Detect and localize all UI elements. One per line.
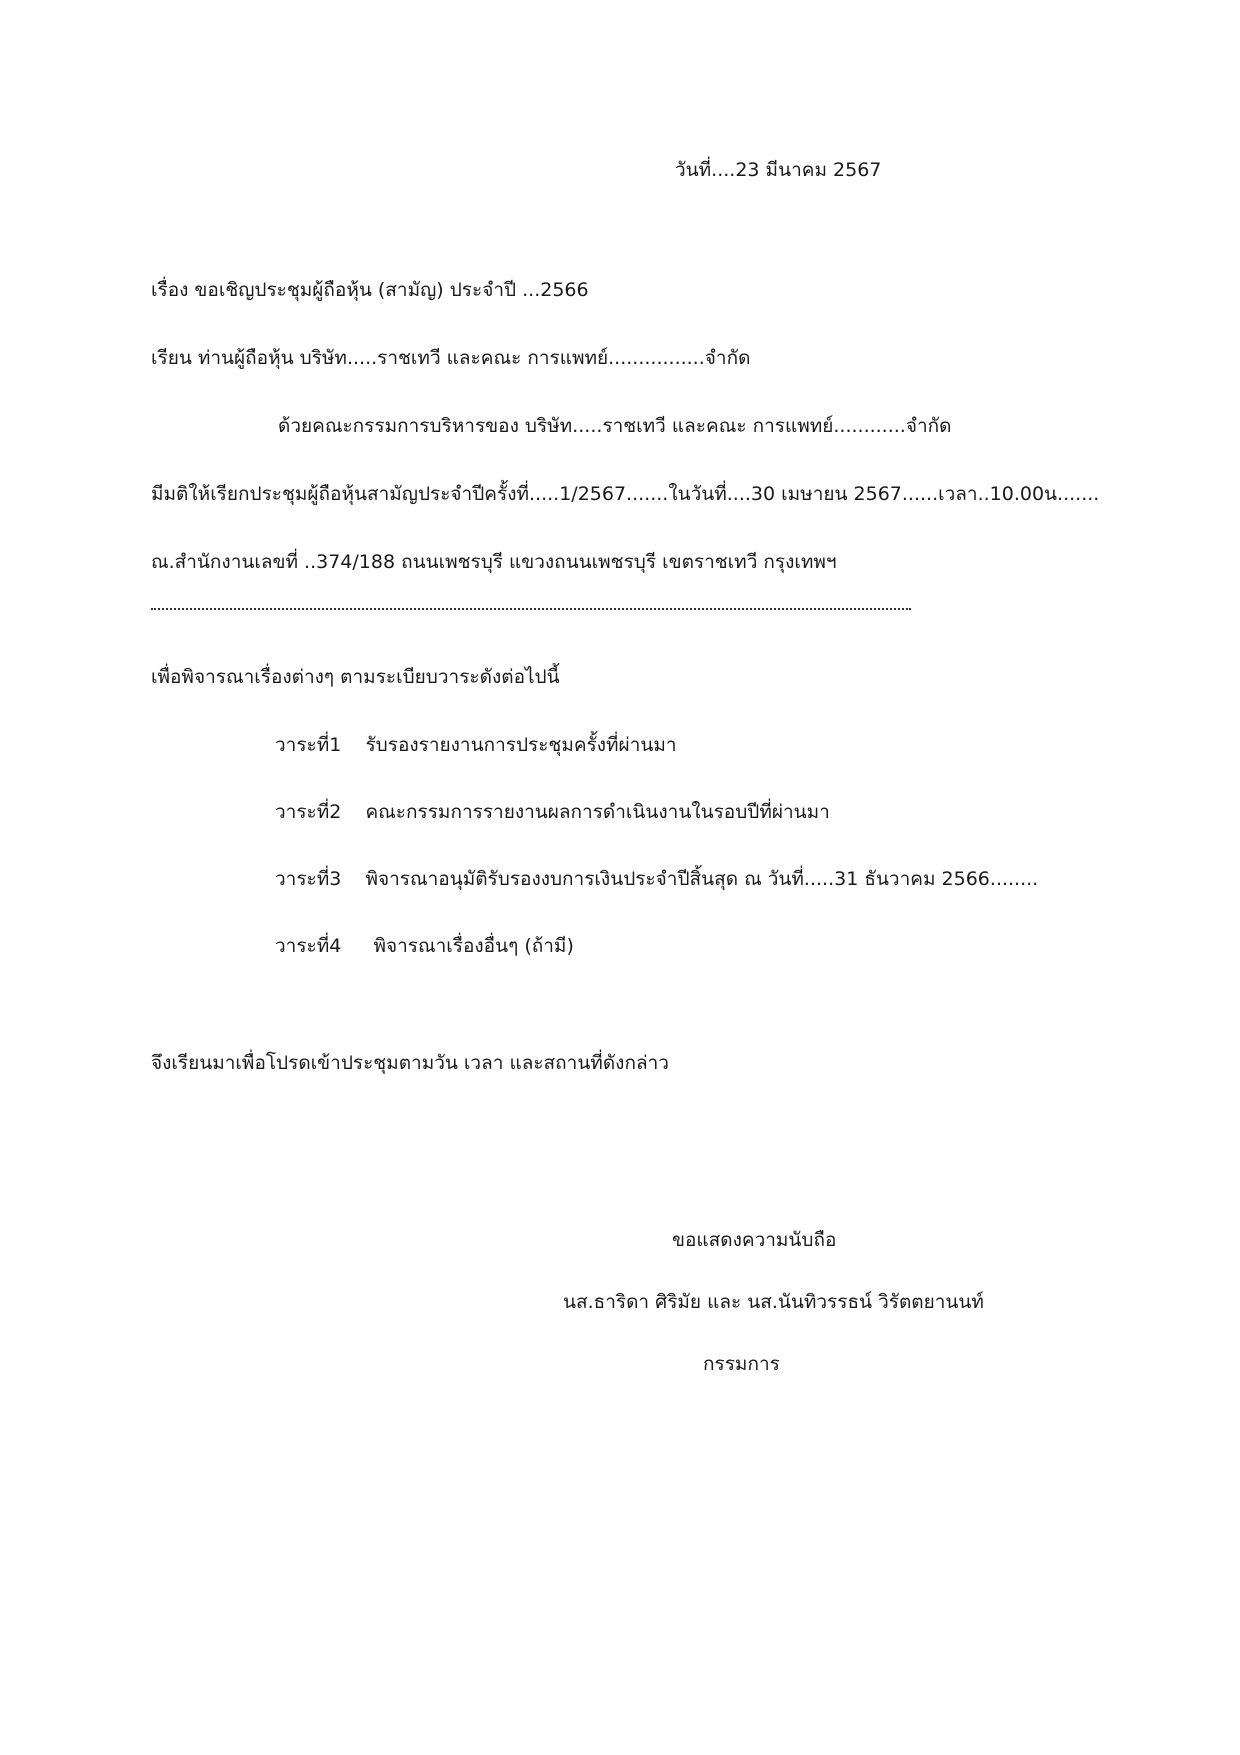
agenda-label: วาระที่4 (275, 935, 342, 957)
agenda-item-2 (275, 799, 830, 825)
agenda-label: วาระที่3 (275, 868, 342, 890)
body-intro-line: ด้วยคณะกรรมการบริหารของ บริษัท.....ราชเทวี และคณะ การแพทย์............จำกัด (278, 415, 952, 437)
agenda-label: วาระที่2 (275, 801, 342, 823)
agenda-text: คณะกรรมการรายงานผลการดำเนินงานในรอบปีที่ผ่านมา (365, 801, 830, 823)
salutation-line: เรียน ท่านผู้ถือหุ้น บริษัท.....ราชเทวี และคณะ การแพทย์................จำกัด (151, 347, 751, 369)
agenda-item-1 (275, 732, 677, 758)
agenda-text: รับรองรายงานการประชุมครั้งที่ผ่านมา (365, 734, 677, 756)
agenda-intro: เพื่อพิจารณาเรื่องต่างๆ ตามระเบียบวาระดังต่อไปนี้ (151, 666, 560, 688)
agenda-text: พิจารณาอนุมัติรับรองงบการเงินประจำปีสิ้นสุด ณ วันที่.....31 ธันวาคม 2566........ (365, 868, 1039, 890)
signers-line: นส.ธาริดา ศิริมัย และ นส.นันทิวรรธน์ วิรัตตยานนท์ (563, 1291, 984, 1313)
date-line: วันที่....23 มีนาคม 2567 (675, 159, 882, 181)
agenda-text: พิจารณาเรื่องอื่นๆ (ถ้ามี) (373, 935, 574, 957)
agenda-label: วาระที่1 (275, 734, 342, 756)
body-location-line: ณ.สำนักงานเลขที่ ..374/188 ถนนเพชรบุรี แขวงถนนเพชรบุรี เขตราชเทวี กรุงเทพฯ (151, 551, 837, 573)
dotted-fill-line (151, 600, 911, 610)
body-resolution-line: มีมติให้เรียกประชุมผู้ถือหุ้นสามัญประจำปีครั้งที่.....1/2567.......ในวันที่....30 เมษายน 2567......เวลา..10.00น....... (151, 483, 1100, 505)
agenda-item-4 (275, 933, 574, 959)
subject-line: เรื่อง ขอเชิญประชุมผู้ถือหุ้น (สามัญ) ประจำปี ...2566 (151, 279, 589, 301)
position-line: กรรมการ (703, 1353, 780, 1375)
agenda-item-3 (275, 866, 1038, 892)
closing-sentence: จึงเรียนมาเพื่อโปรดเข้าประชุมตามวัน เวลา และสถานที่ดังกล่าว (151, 1052, 669, 1074)
regards-line: ขอแสดงความนับถือ (672, 1229, 837, 1251)
